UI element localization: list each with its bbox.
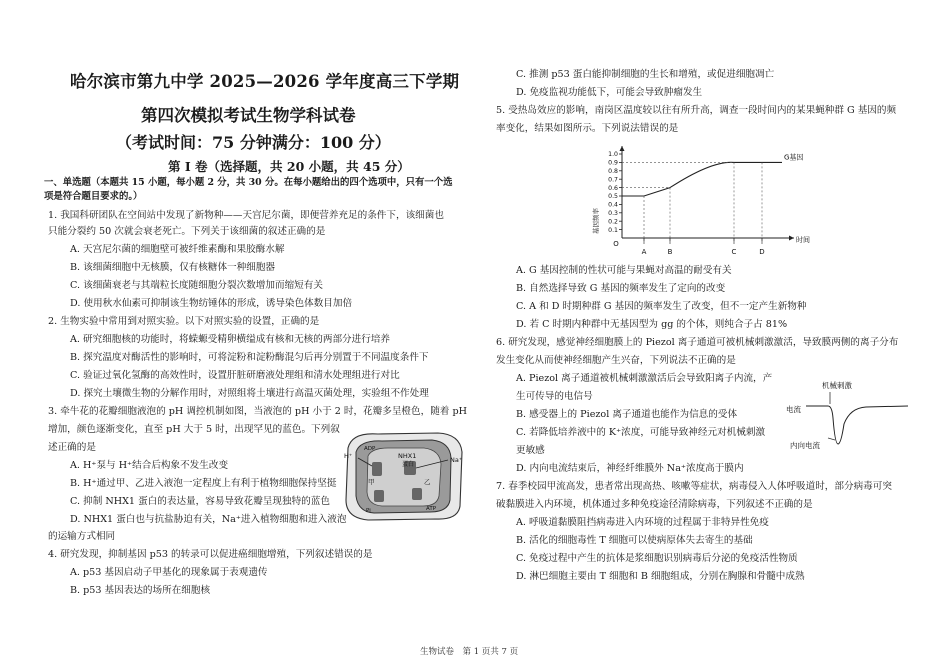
q6-option-a-b: 生可传导的电信号 [516,391,593,402]
page-footer: 生物试卷 第 1 页共 7 页 [420,647,519,657]
x-tick-label: O [613,240,619,248]
x-axis-label: 时间 [796,236,810,244]
q2-option-a: A. 研究细胞核的功能时，将蝾螈受精卵横缢成有核和无核的两部分进行培养 [70,334,391,345]
q6-stem-b: 发生变化从而使神经细胞产生兴奋，下列说法不正确的是 [496,355,736,366]
y-tick-label: 0.6 [608,184,618,192]
y-tick-label: 0.2 [608,218,618,226]
y-tick-label: 0.4 [608,201,618,209]
x-tick-label: B [667,248,673,256]
fig6-label-stimulus: 机械刺激 [822,381,852,390]
q4-option-a: A. p53 基因启动子甲基化的现象属于表观遗传 [70,567,268,578]
fig3-label-adp: ADP [364,446,376,452]
q1-option-d: D. 使用秋水仙素可抑制该生物纺锤体的形成，诱导染色体数目加倍 [70,298,353,309]
q3-stem-c: 述正确的是 [48,442,96,453]
q6-option-c-a: C. 若降低培养液中的 K⁺浓度，可能导致神经元对机械刺激 [516,427,766,438]
q1-stem-b: 只能分裂约 50 次就会衰老死亡。下列关于该细菌的叙述正确的是 [48,226,326,237]
q2-option-b: B. 探究温度对酶活性的影响时，可将淀粉和淀粉酶混匀后再分别置于不同温度条件下 [70,352,429,363]
part1-heading-a: 一、单选题（本题共 15 小题，每小题 2 分，共 30 分。在每小题给出的四个选项中，只有一个选 [44,177,453,188]
y-tick-label: 0.9 [608,159,618,167]
series-line-g-gene [622,162,782,196]
q5-option-b: B. 自然选择导致 G 基因的频率发生了定向的改变 [516,283,726,294]
fig3-label-h-plus: H⁺ [344,452,353,460]
q1-option-b: B. 该细菌细胞中无核膜，仅有核糖体一种细胞器 [70,262,276,273]
fig6-label-current: 电流 [786,405,801,414]
q6-option-c-b: 更敏感 [516,445,545,456]
fig3-label-protein: 蛋白 [402,461,415,468]
fig3-label-atp: ATP [426,506,437,512]
q3-option-b: B. H⁺通过甲、乙进入液泡一定程度上有利于植物细胞保持坚挺 [70,478,337,489]
q7-option-d: D. 淋巴细胞主要由 T 细胞和 B 细胞组成，分别在胸腺和骨髓中成熟 [516,571,805,582]
q7-stem-a: 7. 春季校园甲流高发，患者常出现高热、咳嗽等症状，病毒侵入人体呼吸道时，部分病毒可突 [496,481,892,492]
q6-option-b: B. 感受器上的 Piezol 离子通道也能作为信息的受体 [516,409,738,420]
exam-title-line2: 第四次模拟考试生物学科试卷 [141,106,356,125]
q3-option-a: A. H⁺泵与 H⁺结合后构象不发生改变 [70,460,229,471]
q5-option-d: D. 若 C 时期内种群中无基因型为 gg 的个体，则纯合子占 81% [516,319,788,330]
series-label-g-gene: G基因 [784,153,804,162]
y-tick-label: 0.8 [608,168,618,175]
fig3-label-yi: 乙 [424,478,431,486]
y-tick-label: 1.0 [608,151,618,159]
fig3-label-na-plus: Na⁺ [450,456,463,464]
q2-option-c: C. 验证过氧化氢酶的高效性时，设置肝脏研磨液处理组和清水处理组进行对比 [70,370,400,381]
y-tick-label: 0.3 [608,210,618,217]
q7-option-a: A. 呼吸道黏膜阻挡病毒进入内环境的过程属于非特异性免疫 [516,517,769,528]
fig3-label-jia: 甲 [368,478,375,486]
q7-option-b: B. 活化的细胞毒性 T 细胞可以使病原体失去寄生的基础 [516,535,753,546]
fig6-label-inward: 内向电流 [790,441,820,450]
y-tick-label: 0.5 [608,193,618,201]
y-axis-arrow [620,146,625,151]
x-tick-label: C [731,248,737,256]
q4-option-d: D. 免疫监视功能低下，可能会导致肿瘤发生 [516,87,703,98]
q6-option-d: D. 内向电流结束后，神经纤维膜外 Na⁺浓度高于膜内 [516,463,744,474]
q5-stem-b: 率变化，结果如图所示。下列说法错误的是 [496,123,679,134]
q4-stem: 4. 研究发现，抑制基因 p53 的转录可以促进癌细胞增殖，下列叙述错误的是 [48,549,373,560]
x-tick-label: D [759,248,765,256]
q3-option-d-a: D. NHX1 蛋白也与抗盐胁迫有关，Na⁺进入植物细胞和进入液泡 [70,514,347,525]
q3-option-c: C. 抑制 NHX1 蛋白的表达量，容易导致花瓣呈现独特的蓝色 [70,496,330,507]
q6-stem-a: 6. 研究发现，感觉神经细胞膜上的 Piezol 离子通道可被机械刺激激活，导致膜两侧的离子分布 [496,337,899,348]
q1-option-c: C. 该细菌衰老与其端粒长度随细胞分裂次数增加而缩短有关 [70,280,323,291]
fig3-label-nhx1: NHX1 [398,452,417,460]
q4-option-c: C. 推测 p53 蛋白能抑制细胞的生长和增殖，或促进细胞凋亡 [516,69,775,80]
y-axis-label: 基因频率 [592,208,600,234]
vacuole-ph-figure [338,428,466,523]
q3-stem-b: 增加，颜色逐渐变化，直至 pH 大于 5 时，出现罕见的蓝色。下列叙 [48,424,340,435]
section-heading: 第 I 卷（选择题，共 20 小题，共 45 分） [168,159,410,174]
q1-stem-a: 1. 我国科研团队在空间站中发现了新物种——天宫尼尔菌，即便营养充足的条件下，该细菌也 [48,210,444,221]
q3-stem-a: 3. 牵牛花的花瓣细胞液泡的 pH 调控机制如图，当液泡的 pH 小于 2 时，花瓣多呈橙色，随着 pH [48,406,467,417]
x-tick-label: A [641,248,647,256]
q4-option-b: B. p53 基因表达的场所在细胞核 [70,585,211,596]
fig3-label-pi: Pi [366,508,371,514]
q5-option-c: C. A 和 D 时期种群 G 基因的频率发生了改变，但不一定产生新物种 [516,301,807,312]
q5-stem-a: 5. 受热岛效应的影响，南岗区温度较以往有所升高，调查一段时间内的某果蝇种群 G 基因的频 [496,105,897,116]
q1-option-a: A. 天宫尼尔菌的细胞壁可被纤维素酶和果胶酶水解 [70,244,285,255]
exam-title-line1: 哈尔滨市第九中学 2025—2026 学年度高三下学期 [70,72,460,91]
q7-stem-b: 破黏膜进入内环境，机体通过多种免疫途径清除病毒，下列叙述不正确的是 [496,499,813,510]
y-tick-label: 0.1 [608,226,618,234]
q3-option-d-b: 的运输方式相同 [48,531,116,542]
q2-option-d: D. 探究土壤微生物的分解作用时，对照组将土壤进行高温灭菌处理，实验组不作处理 [70,388,429,399]
q7-option-c: C. 免疫过程中产生的抗体是浆细胞识别病毒后分泌的免疫活性物质 [516,553,798,564]
gene-frequency-chart [588,146,810,258]
part1-heading-b: 项是符合题目要求的。） [44,191,143,202]
x-axis-arrow [789,236,794,241]
q6-option-a-a: A. Piezol 离子通道被机械刺激激活后会导致阳离子内流，产 [516,373,773,384]
y-tick-label: 0.7 [608,176,618,184]
inward-current-figure [786,378,912,452]
exam-title-line3: （考试时间：75 分钟满分：100 分） [116,133,391,152]
q5-option-a: A. G 基因控制的性状可能与果蝇对高温的耐受有关 [516,265,732,276]
q2-stem: 2. 生物实验中常用到对照实验。以下对照实验的设置，正确的是 [48,316,320,327]
